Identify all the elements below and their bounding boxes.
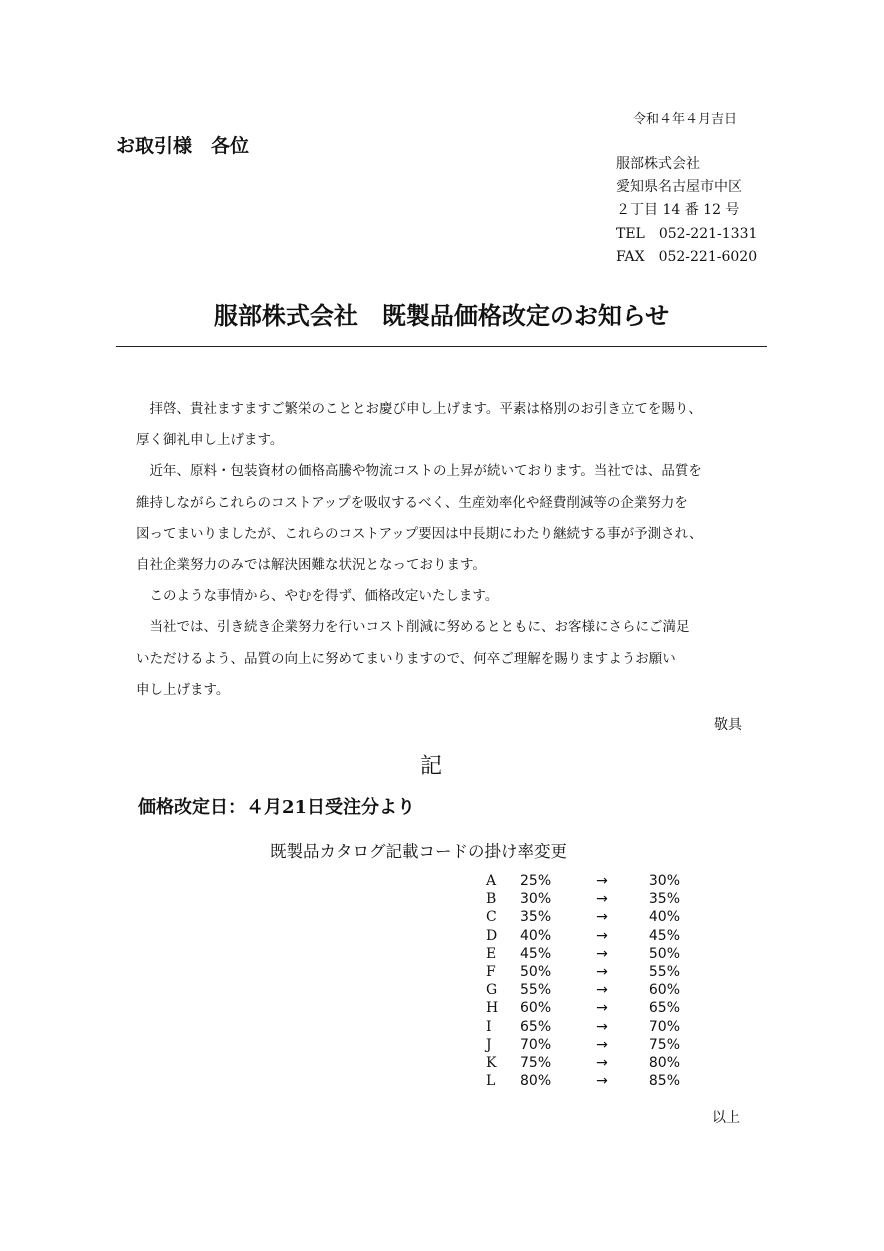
rate-old: 50% <box>520 964 552 981</box>
arrow-icon: → <box>596 1036 608 1053</box>
rate-old: 25% <box>520 873 552 889</box>
rate-new: 50% <box>648 945 680 962</box>
rate-code: D <box>486 927 498 944</box>
rate-old: 60% <box>520 1000 552 1017</box>
rate-new: 85% <box>648 1073 680 1090</box>
effective-date: 価格改定日：４月21日受注分より <box>138 797 416 818</box>
rate-row <box>486 1036 680 1054</box>
closing-keigu: 敬具 <box>714 717 742 733</box>
rate-row <box>486 945 680 963</box>
rate-row <box>486 999 680 1017</box>
rate-row <box>486 981 680 999</box>
rate-new: 35% <box>648 891 680 908</box>
body-line: いただけるよう、品質の向上に努めてまいりますので、何卒ご理解を賜りますようお願い <box>136 650 676 667</box>
body-line: 申し上げます。 <box>136 681 230 698</box>
document-date: 令和４年４月吉日 <box>633 112 738 127</box>
rate-row <box>486 1018 680 1036</box>
ki-heading: 記 <box>420 754 443 779</box>
sender-address-line-2: ２丁目 14 番 12 号 <box>616 202 740 219</box>
body-line: 当社では、引き続き企業努力を行いコスト削減に努めるとともに、お客様にさらにご満足 <box>136 619 690 636</box>
rate-old: 40% <box>520 927 552 944</box>
addressee: お取引様 各位 <box>116 135 250 157</box>
rate-new: 70% <box>648 1018 680 1035</box>
rate-old: 75% <box>520 1055 552 1072</box>
rate-code: B <box>486 891 497 908</box>
arrow-icon: → <box>596 1073 608 1090</box>
rate-row <box>486 1054 680 1072</box>
rate-code: C <box>486 909 497 926</box>
rate-code: H <box>486 1000 499 1017</box>
body-line: 維持しながらこれらのコストアップを吸収するべく、生産効率化や経費削減等の企業努力を <box>136 494 688 511</box>
rate-row <box>486 872 680 890</box>
body-line: 自社企業努力のみでは解決困難な状況となっております。 <box>136 557 486 574</box>
arrow-icon: → <box>596 982 608 999</box>
rate-old: 80% <box>520 1073 552 1090</box>
rate-new: 75% <box>648 1036 680 1053</box>
body-line: 図ってまいりましたが、これらのコストアップ要因は中長期にわたり継続する事が予測され、 <box>136 525 703 542</box>
rate-old: 45% <box>520 945 552 962</box>
arrow-icon: → <box>596 909 608 926</box>
rate-row <box>486 1072 680 1090</box>
sender-company: 服部株式会社 <box>616 156 700 172</box>
rate-new: 40% <box>648 909 680 926</box>
rate-new: 45% <box>648 927 680 944</box>
arrow-icon: → <box>596 891 608 908</box>
arrow-icon: → <box>596 1018 608 1035</box>
body-line: このような事情から、やむを得ず、価格改定いたします。 <box>136 588 499 605</box>
rate-old: 55% <box>520 982 552 999</box>
rate-code: K <box>486 1055 497 1072</box>
document-title: 服部株式会社 既製品価格改定のお知らせ <box>213 301 670 330</box>
arrow-icon: → <box>596 945 608 962</box>
rate-new: 55% <box>648 964 680 981</box>
rate-row <box>486 927 680 945</box>
rate-new: 30% <box>648 873 680 889</box>
arrow-icon: → <box>596 927 608 944</box>
body-line: 拝啓、貴社ますますご繁栄のこととお慶び申し上げます。平素は格別のお引き立てを賜り、 <box>136 401 702 417</box>
rate-code: E <box>486 945 497 962</box>
rate-new: 60% <box>648 982 680 999</box>
body-text <box>136 394 702 706</box>
rate-old: 30% <box>520 891 552 908</box>
rate-row <box>486 890 680 908</box>
rate-old: 35% <box>520 909 552 926</box>
rate-code: I <box>486 1018 492 1035</box>
rate-old: 70% <box>520 1036 552 1053</box>
rate-code: F <box>486 964 496 981</box>
title-underline <box>116 346 767 347</box>
rate-code: L <box>486 1073 496 1090</box>
rate-old: 65% <box>520 1018 552 1035</box>
sender-tel: TEL 052-221-1331 <box>616 225 758 242</box>
body-line: 近年、原料・包装資材の価格高騰や物流コストの上昇が続いております。当社では、品質を <box>136 463 702 480</box>
sender-block <box>616 153 757 269</box>
sender-fax: FAX 052-221-6020 <box>616 248 758 265</box>
rate-row <box>486 908 680 926</box>
arrow-icon: → <box>596 873 608 889</box>
rate-table <box>486 872 680 1090</box>
rate-code: J <box>486 1036 492 1053</box>
rate-code: G <box>486 982 498 999</box>
rate-new: 65% <box>648 1000 680 1017</box>
arrow-icon: → <box>596 964 608 981</box>
rate-code: A <box>486 873 497 889</box>
sender-address-line-1: 愛知県名古屋市中区 <box>616 179 742 196</box>
rate-new: 80% <box>648 1055 680 1072</box>
rate-table-caption: 既製品カタログ記載コードの掛け率変更 <box>270 842 567 861</box>
arrow-icon: → <box>596 1055 608 1072</box>
rate-row <box>486 963 680 981</box>
arrow-icon: → <box>596 1000 608 1017</box>
body-line: 厚く御礼申し上げます。 <box>136 432 284 449</box>
end-mark: 以上 <box>712 1110 740 1126</box>
